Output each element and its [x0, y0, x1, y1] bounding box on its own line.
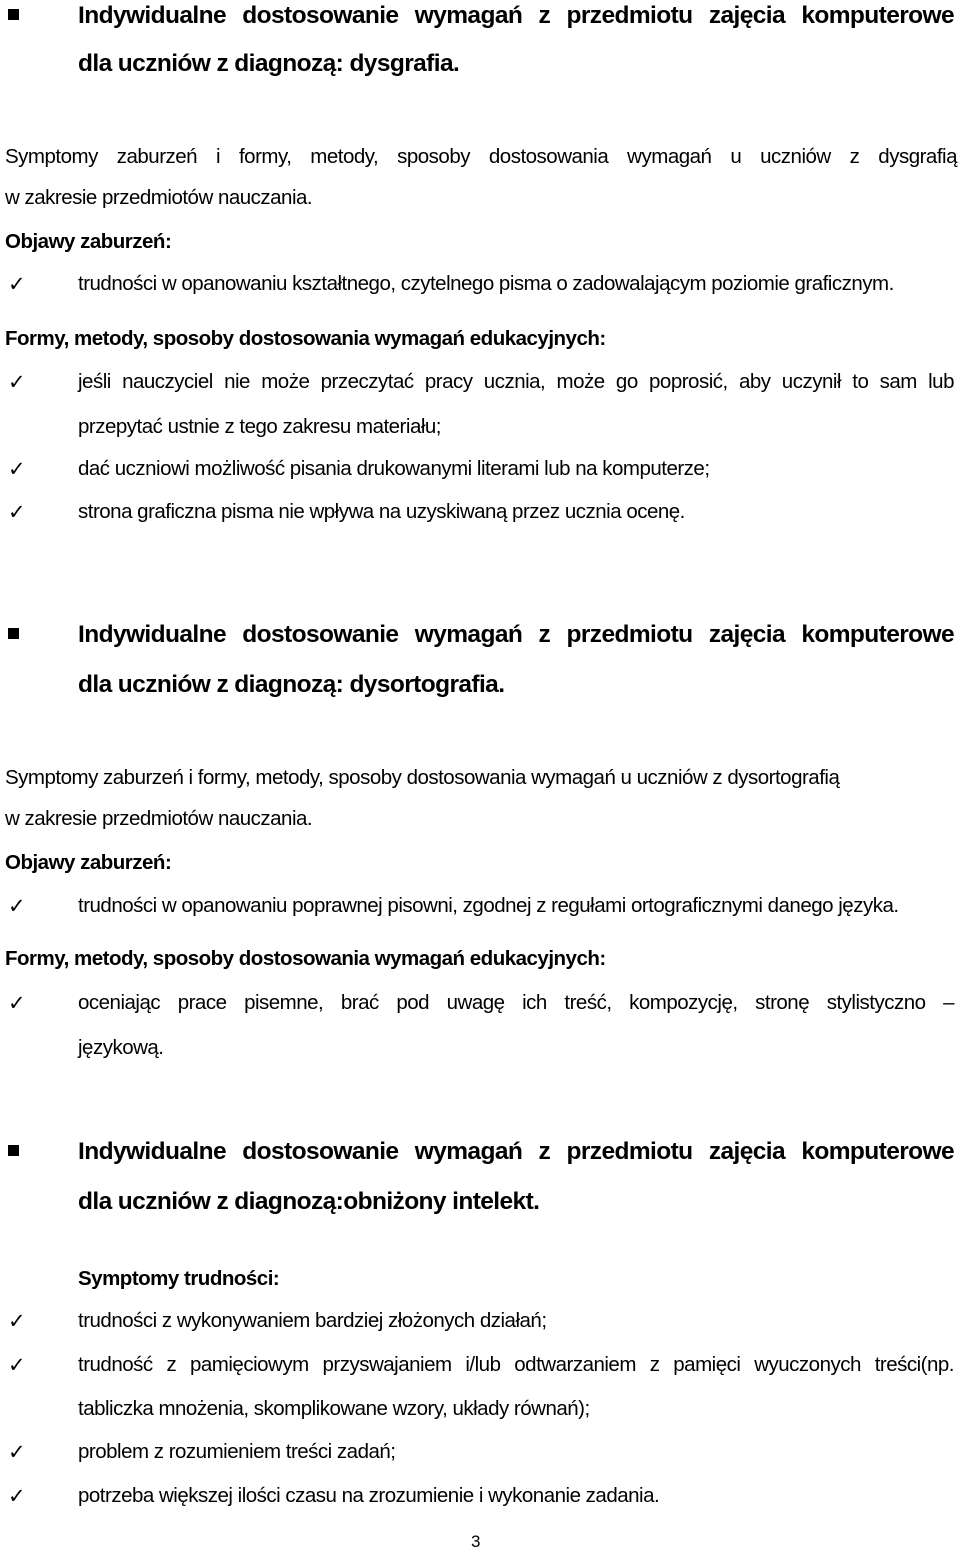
- page-number: 3: [471, 1532, 481, 1551]
- methods-label: Formy, metody, sposoby dostosowania wymagań edukacyjnych:: [5, 947, 606, 970]
- section-heading-cont: dla uczniów z diagnozą: dysgrafia.: [78, 50, 460, 77]
- section-heading-cont: dla uczniów z diagnozą:obniżony intelekt.: [78, 1188, 540, 1215]
- section-heading-cont: dla uczniów z diagnozą: dysortografia.: [78, 671, 505, 698]
- list-item: potrzeba większej ilości czasu na zrozumienie i wykonanie zadania.: [78, 1484, 660, 1507]
- list-item: trudność z pamięciowym przyswajaniem i/lub odtwarzaniem z pamięci wyuczonych treści(np.: [78, 1353, 954, 1376]
- checkmark-icon: ✓: [8, 500, 26, 524]
- intro-text-cont: w zakresie przedmiotów nauczania.: [5, 186, 313, 209]
- list-item: oceniając prace pisemne, brać pod uwagę ich treść, kompozycję, stronę stylistyczno –: [78, 991, 954, 1014]
- checkmark-icon: ✓: [8, 894, 26, 918]
- checkmark-icon: ✓: [8, 457, 26, 481]
- symptoms-label: Objawy zaburzeń:: [5, 230, 172, 253]
- list-item-cont: językową.: [78, 1036, 164, 1059]
- square-bullet-icon: [8, 1145, 19, 1156]
- checkmark-icon: ✓: [8, 1484, 26, 1508]
- section-heading: Indywidualne dostosowanie wymagań z przedmiotu zajęcia komputerowe: [78, 2, 954, 29]
- list-item-cont: tabliczka mnożenia, skomplikowane wzory, układy równań);: [78, 1397, 590, 1420]
- checkmark-icon: ✓: [8, 991, 26, 1015]
- list-item: trudności z wykonywaniem bardziej złożonych działań;: [78, 1309, 547, 1332]
- list-item: trudności w opanowaniu kształtnego, czytelnego pisma o zadowalającym poziomie graficznym.: [78, 272, 894, 295]
- intro-text: Symptomy zaburzeń i formy, metody, sposoby dostosowania wymagań u uczniów z dysgrafią: [5, 145, 957, 168]
- list-item: jeśli nauczyciel nie może przeczytać pracy ucznia, może go poprosić, aby uczynił to sam lub: [78, 370, 954, 393]
- list-item: dać uczniowi możliwość pisania drukowanymi literami lub na komputerze;: [78, 457, 710, 480]
- section-heading: Indywidualne dostosowanie wymagań z przedmiotu zajęcia komputerowe: [78, 1138, 954, 1165]
- list-item: problem z rozumieniem treści zadań;: [78, 1440, 396, 1463]
- symptoms-label: Symptomy trudności:: [78, 1267, 280, 1290]
- list-item-cont: przepytać ustnie z tego zakresu materiału;: [78, 415, 441, 438]
- methods-label: Formy, metody, sposoby dostosowania wymagań edukacyjnych:: [5, 327, 606, 350]
- section-heading: Indywidualne dostosowanie wymagań z przedmiotu zajęcia komputerowe: [78, 621, 954, 648]
- symptoms-label: Objawy zaburzeń:: [5, 851, 172, 874]
- square-bullet-icon: [8, 628, 19, 639]
- square-bullet-icon: [8, 9, 19, 20]
- checkmark-icon: ✓: [8, 1440, 26, 1464]
- checkmark-icon: ✓: [8, 370, 26, 394]
- checkmark-icon: ✓: [8, 272, 26, 296]
- list-item: strona graficzna pisma nie wpływa na uzyskiwaną przez ucznia ocenę.: [78, 500, 685, 523]
- list-item: trudności w opanowaniu poprawnej pisowni, zgodnej z regułami ortograficznymi danego języka.: [78, 894, 899, 917]
- intro-text: Symptomy zaburzeń i formy, metody, sposoby dostosowania wymagań u uczniów z dysortografią: [5, 766, 840, 789]
- checkmark-icon: ✓: [8, 1353, 26, 1377]
- checkmark-icon: ✓: [8, 1309, 26, 1333]
- intro-text-cont: w zakresie przedmiotów nauczania.: [5, 807, 313, 830]
